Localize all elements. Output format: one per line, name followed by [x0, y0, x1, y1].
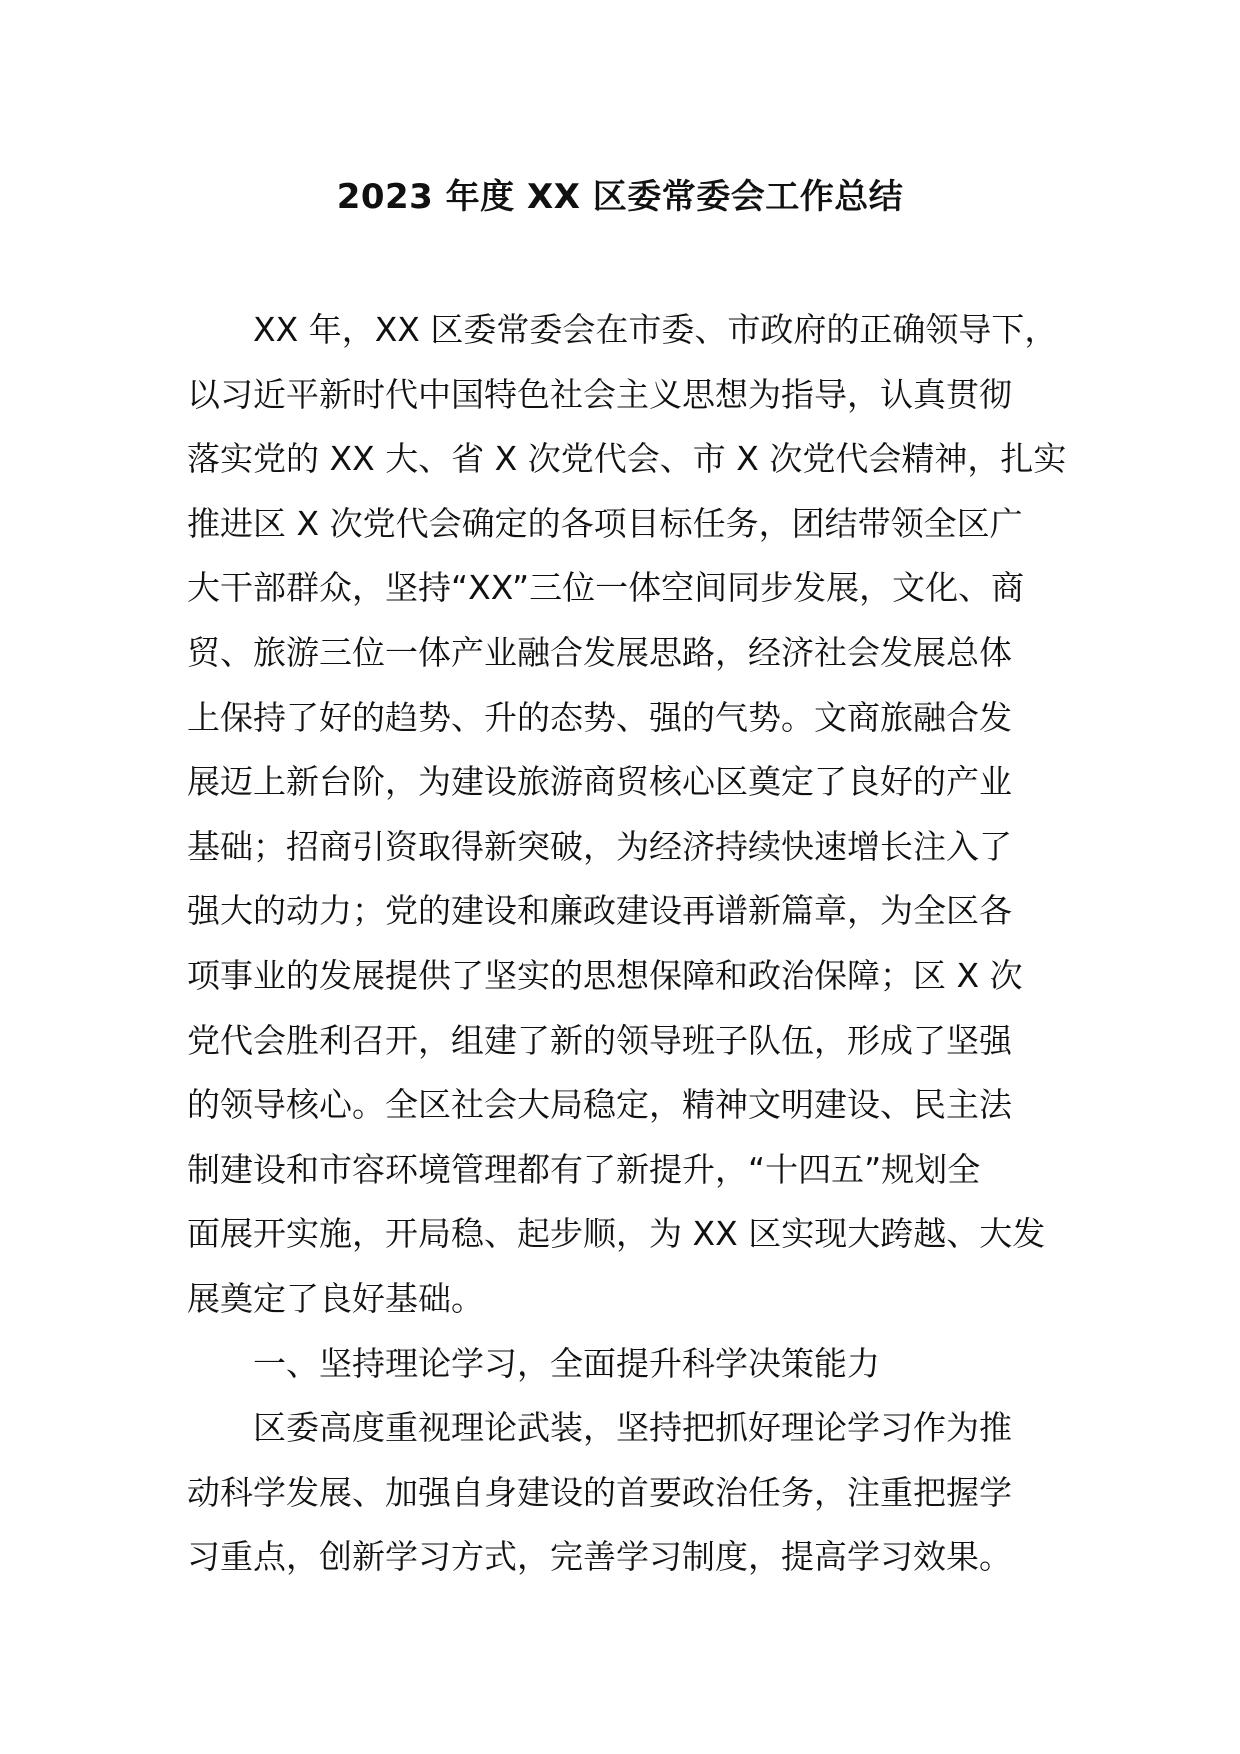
paragraph-1-line-4: 推进区 X 次党代会确定的各项目标任务，团结带领全区广	[187, 503, 1023, 543]
paragraph-1-line-2: 以习近平新时代中国特色社会主义思想为指导，认真贯彻	[187, 374, 1012, 414]
paragraph-2-line-1: 区委高度重视理论武装，坚持把抓好理论学习作为推	[253, 1408, 1012, 1448]
section-heading-1: 一、坚持理论学习，全面提升科学决策能力	[253, 1343, 880, 1383]
paragraph-1-line-7: 上保持了好的趋势、升的态势、强的气势。文商旅融合发	[187, 697, 1012, 737]
paragraph-2-line-2: 动科学发展、加强自身建设的首要政治任务，注重把握学	[187, 1472, 1012, 1512]
paragraph-1-line-15: 面展开实施，开局稳、起步顺，为 XX 区实现大跨越、大发	[187, 1214, 1046, 1254]
paragraph-1-line-12: 党代会胜利召开，组建了新的领导班子队伍，形成了坚强	[187, 1020, 1012, 1060]
paragraph-1-line-10: 强大的动力；党的建设和廉政建设再谱新篇章，为全区各	[187, 891, 1012, 931]
paragraph-1-line-5: 大干部群众，坚持“XX”三位一体空间同步发展，文化、商	[187, 568, 1025, 608]
paragraph-2-line-3: 习重点，创新学习方式，完善学习制度，提高学习效果。	[187, 1537, 1012, 1577]
paragraph-1-line-16: 展奠定了良好基础。	[187, 1278, 484, 1318]
paragraph-1-line-6: 贸、旅游三位一体产业融合发展思路，经济社会发展总体	[187, 632, 1012, 672]
paragraph-1-line-11: 项事业的发展提供了坚实的思想保障和政治保障；区 X 次	[187, 955, 1023, 995]
paragraph-1-line-1: XX 年，XX 区委常委会在市委、市政府的正确领导下，	[253, 310, 1058, 349]
document-body	[187, 298, 1067, 1590]
paragraph-1-line-8: 展迈上新台阶，为建设旅游商贸核心区奠定了良好的产业	[187, 762, 1012, 802]
paragraph-1-line-9: 基础；招商引资取得新突破，为经济持续快速增长注入了	[187, 826, 1012, 866]
document-title: 2023 年度 XX 区委常委会工作总结	[336, 177, 904, 217]
paragraph-1-line-14: 制建设和市容环境管理都有了新提升，“十四五”规划全	[187, 1149, 981, 1189]
paragraph-1-line-3: 落实党的 XX 大、省 X 次党代会、市 X 次党代会精神，扎实	[187, 439, 1067, 479]
paragraph-1-line-13: 的领导核心。全区社会大局稳定，精神文明建设、民主法	[187, 1085, 1012, 1125]
